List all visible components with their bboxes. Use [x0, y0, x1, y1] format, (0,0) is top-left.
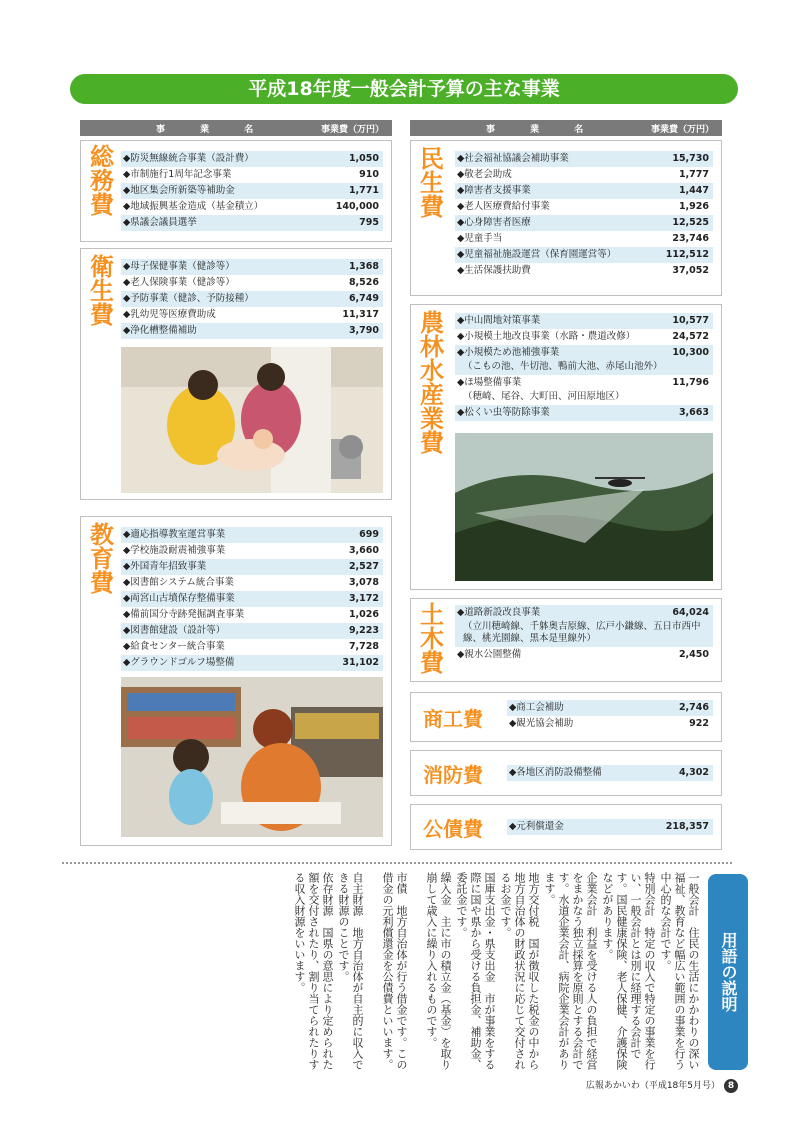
list-item — [455, 231, 713, 247]
section-eisei — [80, 248, 392, 500]
glossary-entry: 依存財源 国県の意思により定められた額を交付されたり、割り当てられたりする収入財源をいいます。 — [293, 872, 334, 1070]
section-label: 民生費 — [420, 145, 444, 221]
glossary-entry: 自主財源 地方自治体が自主的に収入できる財源のことです。 — [337, 872, 364, 1070]
item-list — [455, 605, 713, 663]
item-name: ◆ほ場整備事業 — [457, 377, 522, 388]
item-name: ◆観光協会補助 — [509, 718, 574, 729]
item-name: ◆外国青年招致事業 — [123, 561, 207, 572]
divider — [62, 862, 732, 864]
glossary-entry: 地方交付税 国が徴収した税金の中から地方自治体の財政状況に応じて交付されるお金です。 — [499, 872, 540, 1070]
list-item — [121, 527, 383, 543]
item-name: ◆図書館建設（設計等） — [123, 625, 226, 636]
item-name: ◆地区集会所新築等補助金 — [123, 185, 235, 196]
item-name: ◆生活保護扶助費 — [457, 265, 531, 276]
item-name: ◆乳幼児等医療費助成 — [123, 309, 216, 320]
item-cost: 922 — [689, 718, 709, 729]
footer-text: 広報あかいわ（平成18年5月号） — [585, 1081, 720, 1091]
list-item — [121, 215, 383, 231]
item-name: ◆学校施設耐震補強事業 — [123, 545, 226, 556]
section-label: 教育費 — [90, 521, 114, 597]
list-item — [455, 151, 713, 167]
item-name: ◆小規模土地改良事業（水路・農道改修） — [457, 331, 636, 342]
glossary-tag: 用語の説明 — [708, 874, 748, 1070]
item-name: ◆障害者支援事業 — [457, 185, 531, 196]
list-item — [121, 199, 383, 215]
list-item — [455, 199, 713, 215]
list-item — [121, 307, 383, 323]
list-item — [507, 700, 713, 716]
item-name: ◆中山間地対策事業 — [457, 315, 541, 326]
item-list — [507, 765, 713, 781]
glossary-entry: 国庫支出金・県支出金 市が事業をする際に国や県から受ける負担金、補助金、委託金です。 — [455, 872, 496, 1070]
item-name: ◆小規模ため池補強事業 — [457, 347, 560, 358]
item-name: ◆適応指導教室運営事業 — [123, 529, 226, 540]
item-cost: 795 — [359, 217, 379, 228]
item-cost: 1,026 — [348, 609, 379, 620]
item-name: ◆予防事業（健診、予防接種） — [123, 293, 254, 304]
list-item — [121, 591, 383, 607]
section-label: 公債費 — [423, 817, 483, 841]
item-cost: 1,050 — [348, 153, 379, 164]
item-detail: （立川穂崎線、千躰奥吉原線、広戸小鎌線、五日市西中線、桃光園線、黒本是里線外） — [463, 621, 701, 644]
column-name-label: 事 業 名 — [156, 125, 270, 135]
item-cost: 10,300 — [672, 347, 709, 358]
item-cost: 2,746 — [678, 702, 709, 713]
item-cost: 11,317 — [342, 309, 379, 320]
section-label: 衛生費 — [90, 253, 114, 329]
glossary-entry: 一般会計 住民の生活にかかわりの深い福祉、教育など幅広い範囲の事業を行う中心的な会計です。 — [659, 872, 700, 1070]
item-name: ◆松くい虫等防除事業 — [457, 407, 550, 418]
item-name: ◆グラウンドゴルフ場整備 — [123, 657, 235, 668]
item-name: ◆元利償還金 — [509, 821, 564, 832]
item-cost: 9,223 — [348, 625, 379, 636]
item-cost: 64,024 — [672, 607, 709, 618]
column-cost-label: 事業費（万円） — [650, 125, 714, 135]
item-name: ◆母子保健事業（健診等） — [123, 261, 235, 272]
item-name: ◆児童福祉施設運営（保育園運営等） — [457, 249, 617, 260]
list-item — [455, 183, 713, 199]
item-cost: 1,777 — [678, 169, 709, 180]
footer — [586, 1078, 738, 1093]
item-cost: 12,525 — [672, 217, 709, 228]
list-item — [121, 575, 383, 591]
list-item — [121, 607, 383, 623]
item-cost: 7,728 — [348, 641, 379, 652]
list-item — [121, 559, 383, 575]
item-cost: 1,771 — [348, 185, 379, 196]
list-item — [121, 275, 383, 291]
list-item — [121, 167, 383, 183]
item-detail: （穂崎、尾谷、大町田、河田原地区） — [463, 391, 625, 402]
list-item — [507, 716, 713, 732]
list-item — [455, 345, 713, 375]
item-detail: （こもの池、牛切池、鴨前大池、赤尾山池外） — [463, 361, 663, 372]
section-nourin — [410, 304, 722, 590]
item-cost: 6,749 — [348, 293, 379, 304]
item-list — [121, 527, 383, 671]
item-cost: 699 — [359, 529, 379, 540]
item-cost: 15,730 — [672, 153, 709, 164]
item-cost: 3,172 — [348, 593, 379, 604]
list-item — [455, 247, 713, 263]
item-cost: 31,102 — [342, 657, 379, 668]
glossary-entry: 企業会計 利益を受ける人の負担で経営をまかなう独立採算を原則とする会計です。水道企業会計、病院企業会計があります。 — [543, 872, 598, 1070]
list-item — [121, 323, 383, 339]
column-header-right — [410, 120, 722, 136]
item-cost: 2,450 — [678, 649, 709, 660]
item-name: ◆市制施行1周年記念事業 — [123, 169, 232, 180]
item-name: ◆給食センター統合事業 — [123, 641, 225, 652]
item-cost: 3,660 — [348, 545, 379, 556]
item-cost: 24,572 — [672, 331, 709, 342]
list-item — [121, 291, 383, 307]
item-cost: 11,796 — [672, 377, 709, 388]
item-cost: 1,926 — [678, 201, 709, 212]
list-item — [455, 167, 713, 183]
item-cost: 10,577 — [672, 315, 709, 326]
item-name: ◆敬老会助成 — [457, 169, 512, 180]
list-item — [455, 215, 713, 231]
item-cost: 3,790 — [348, 325, 379, 336]
item-name: ◆老人保険事業（健診等） — [123, 277, 235, 288]
list-item — [455, 647, 713, 663]
section-shoukou — [410, 692, 722, 742]
list-item — [507, 765, 713, 781]
list-item — [455, 405, 713, 421]
item-name: ◆防災無線統合事業（設計費） — [123, 153, 254, 164]
item-cost: 910 — [359, 169, 379, 180]
section-minsei — [410, 140, 722, 296]
item-cost: 37,052 — [672, 265, 709, 276]
item-name: ◆社会福祉協議会補助事業 — [457, 153, 569, 164]
item-list — [121, 259, 383, 339]
page-title: 平成18年度一般会計予算の主な事業 — [70, 74, 738, 104]
list-item — [455, 329, 713, 345]
list-item — [121, 151, 383, 167]
list-item — [507, 819, 713, 835]
section-doboku — [410, 598, 722, 682]
glossary-entry: 繰入金 主に市の積立金（基金）を取り崩して歳入に繰り入れるものです。 — [425, 872, 452, 1070]
item-cost: 8,526 — [348, 277, 379, 288]
glossary-entry: 特別会計 特定の収入で特定の事業を行い、一般会計とは別に経理する会計です。国民健康保険、老人保健、介護保険などがあります。 — [601, 872, 656, 1070]
item-name: ◆心身障害者医療 — [457, 217, 531, 228]
section-label: 農林水産業費 — [420, 309, 444, 457]
list-item — [121, 623, 383, 639]
photo-library — [121, 677, 383, 837]
list-item — [455, 605, 713, 647]
section-label: 総務費 — [90, 143, 114, 219]
section-kousai — [410, 804, 722, 850]
item-cost: 2,527 — [348, 561, 379, 572]
section-label: 消防費 — [423, 763, 483, 787]
item-cost: 1,447 — [678, 185, 709, 196]
item-list — [507, 700, 713, 732]
item-name: ◆備前国分寺跡発掘調査事業 — [123, 609, 245, 620]
section-soumu — [80, 140, 392, 242]
list-item — [121, 655, 383, 671]
glossary-entry: 市債 地方自治体が行う借金です。この借金の元利償還金を公債費といいます。 — [381, 872, 408, 1070]
item-list — [455, 313, 713, 421]
column-cost-label: 事業費（万円） — [320, 125, 384, 135]
item-name: ◆各地区消防設備整備 — [509, 767, 602, 778]
item-cost: 1,368 — [348, 261, 379, 272]
photo-forest-helicopter — [455, 433, 713, 581]
item-list — [507, 819, 713, 835]
list-item — [121, 259, 383, 275]
item-name: ◆図書館システム統合事業 — [123, 577, 234, 588]
item-name: ◆道路新設改良事業 — [457, 607, 541, 618]
list-item — [121, 183, 383, 199]
item-name: ◆県議会議員選挙 — [123, 217, 197, 228]
item-cost: 140,000 — [335, 201, 379, 212]
item-name: ◆両宮山古墳保存整備事業 — [123, 593, 235, 604]
list-item — [121, 543, 383, 559]
page-number: 8 — [724, 1079, 738, 1093]
item-list — [455, 151, 713, 279]
item-name: ◆浄化槽整備補助 — [123, 325, 197, 336]
column-header-left — [80, 120, 392, 136]
list-item — [455, 263, 713, 279]
item-cost: 4,302 — [678, 767, 709, 778]
list-item — [121, 639, 383, 655]
item-cost: 218,357 — [665, 821, 709, 832]
item-cost: 3,078 — [348, 577, 379, 588]
section-kyouiku — [80, 516, 392, 846]
item-cost: 3,663 — [678, 407, 709, 418]
list-item — [455, 375, 713, 405]
section-label: 土木費 — [420, 601, 444, 677]
list-item — [455, 313, 713, 329]
photo-childcare — [121, 347, 383, 493]
column-name-label: 事 業 名 — [486, 125, 600, 135]
item-name: ◆児童手当 — [457, 233, 503, 244]
item-name: ◆地域振興基金造成（基金積立） — [123, 201, 264, 212]
item-name: ◆老人医療費給付事業 — [457, 201, 550, 212]
section-shoubou — [410, 750, 722, 796]
item-cost: 23,746 — [672, 233, 709, 244]
item-list — [121, 151, 383, 231]
item-name: ◆親水公園整備 — [457, 649, 522, 660]
section-label: 商工費 — [423, 707, 483, 731]
item-cost: 112,512 — [665, 249, 709, 260]
item-name: ◆商工会補助 — [509, 702, 564, 713]
